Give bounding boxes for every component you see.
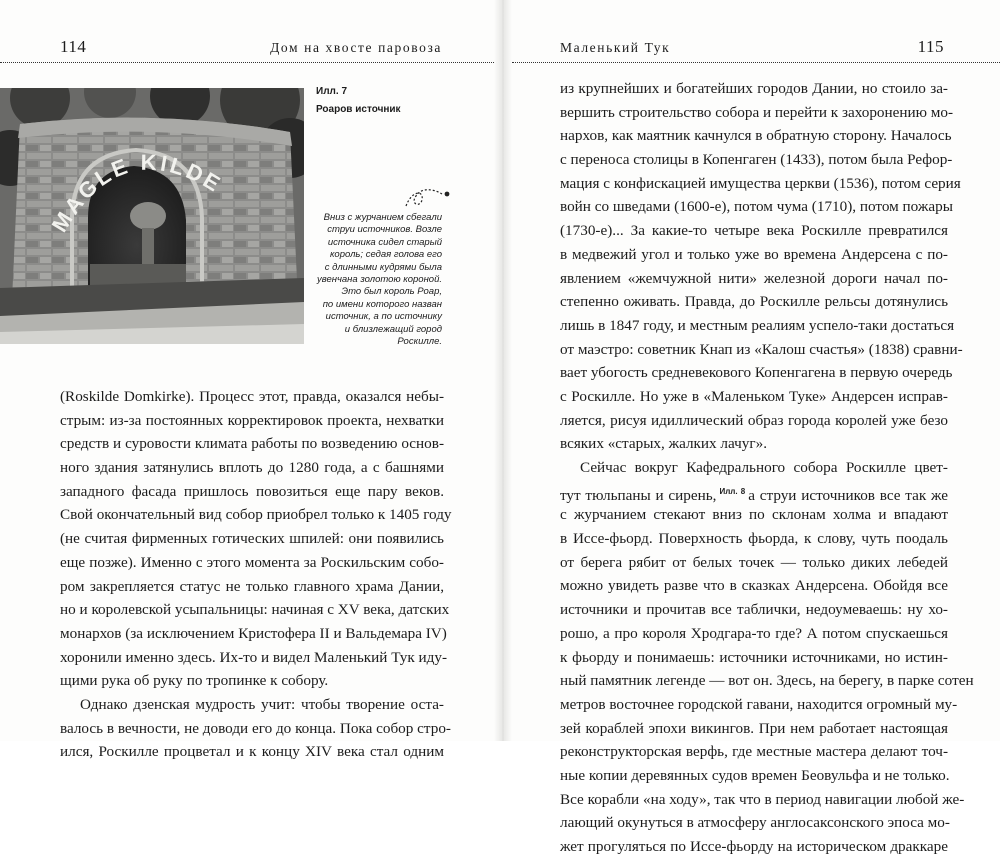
text-line: ный памятник легенде — вот он. Здесь, на берегу, в парке сотен — [560, 672, 974, 690]
book-gutter — [494, 0, 512, 741]
text-line: стрым: из-за постоянных корректировок проекта, нехватки — [60, 411, 444, 429]
text-line: (Roskilde Domkirke). Процесс этот, правда, оказался небы- — [60, 388, 444, 405]
text-line-with-ref — [560, 480, 948, 504]
text-line: от берега рябит от белых точек — только диких лебедей — [560, 553, 948, 571]
page-number-right: 115 — [917, 37, 944, 56]
text-line: но и королевской усыпальницы: начиная с XV века, датских — [60, 601, 450, 619]
running-title-right: Маленький Тук — [560, 40, 671, 55]
text-line: мация с конфискацией имущества церкви (1536), потом серия — [560, 174, 961, 192]
right-body-text — [560, 77, 974, 859]
text-line: средств и суровости климата работы по возведению основ- — [60, 435, 444, 453]
text-line: еще позже). Именно с этого момента за Роскильским собо- — [60, 553, 444, 571]
text-line: (не считая фирменных готических шпилей: они появились — [60, 530, 444, 548]
figure-caption: Вниз с журчанием сбегали струи источников. Возле источника сидел старый король; седая голова его с длинными кудрями была увенчана золотою короной. Это был король Роар, по имени которого назван источник, а по источнику и близлежащий город Роскилле. — [316, 212, 442, 348]
fountain-photo — [0, 88, 304, 344]
text-line: войн со шведами (1600-е), потом чума (1710), потом пожары — [560, 198, 953, 216]
text-line: Свой окончательный вид собор приобрел только к 1405 году — [60, 506, 452, 524]
magle-kilde-fountain-image — [0, 88, 304, 344]
header-dotted-rule-right — [512, 62, 1000, 63]
text-line: реконструкторская верфь, где местные мастера делают точ- — [560, 743, 948, 761]
text-line: валось в вечности, не доводи его до конца. Пока собор стро- — [60, 719, 451, 737]
left-running-head — [60, 37, 442, 59]
text-line: вершить строительство собора и перейти к захоронению мо- — [560, 103, 954, 121]
text-line: к фьорду и понимаешь: источники источниками, но истин- — [560, 648, 948, 666]
text-line: с журчанием стекают вниз по склонам холма и впадают — [560, 506, 948, 524]
text-line: всяких «старых, жалких лачуг». — [560, 435, 767, 453]
text-line: щими рука об руку по тропинке к собору. — [60, 672, 329, 690]
figure-ref-marker[interactable]: Илл. 8 — [719, 486, 746, 496]
swirl-ornament-icon — [402, 176, 452, 216]
text-line: источники и прочитав все таблички, недоумеваешь: ну хо- — [560, 601, 948, 619]
page-number-left: 114 — [60, 37, 87, 56]
left-page — [0, 0, 494, 761]
text-line: монархов (за исключением Кристофера II и Вальдемара IV) — [60, 624, 447, 642]
text-line: зей кораблей эпохи викингов. При нем работает настоящая — [560, 719, 948, 737]
right-page — [512, 0, 1000, 855]
text-line: жет прогуляться по Иссе-фьорду на историческом драккаре — [560, 838, 948, 855]
text-line: нархов, как маятник качнулся в обратную сторону. Началось — [560, 127, 952, 145]
text-line: вает убогость средневекового Копенгагена в первую очередь — [560, 364, 953, 382]
text-line: Все корабли «на ходу», так что в период навигации любой же- — [560, 790, 965, 808]
text-line: Однако дзенская мудрость учит: чтобы творение оста- — [80, 695, 444, 713]
text-line: с Роскилле. Но уже в «Маленьком Туке» Андерсен исправ- — [560, 387, 948, 405]
left-body-text — [60, 385, 452, 764]
text-line: хоронили именно здесь. Их-то и видел Маленький Тук иду- — [60, 648, 448, 666]
text-line: ился, Роскилле процветал и к концу XIV века стал одним — [60, 743, 444, 761]
text-line: рошо, а про короля Хродгара-то где? А потом спускаешься — [560, 624, 948, 642]
figure-title: Роаров источник — [316, 104, 401, 115]
running-title-left: Дом на хвосте паровоза — [270, 40, 442, 55]
text-line: степенно оживать. Правда, до Роскилле рельсы дотянулись — [560, 293, 948, 311]
text-line: явлением «жемчужной нити» железной дороги начал по- — [560, 269, 948, 287]
text-line: ром закрепляется статус не только главного храма Дании, — [60, 577, 444, 595]
text-line: (1730-е)... За какие-то четыре века Роскилле превратился — [560, 222, 948, 240]
text-line: можно увидеть разве что в сказках Андерсена. Обойдя все — [560, 577, 948, 595]
text-line: западного фасада пришлось повозиться еще пару веков. — [60, 482, 444, 500]
figure-label: Илл. 7 — [316, 86, 348, 97]
text-line: из крупнейших и богатейших городов Дании, но стоило за- — [560, 80, 948, 97]
text-line: с переноса столицы в Копенгаген (1433), потом была Рефор- — [560, 151, 953, 169]
text-line: в медвежий угол и только уже во времена Андерсена с по- — [560, 245, 948, 263]
text-line: в Иссе-фьорд. Поверхность фьорда, к слову, чуть поодаль — [560, 530, 948, 548]
text-line: лишь в 1847 году, и местным реалиям успело-таки достаться — [560, 316, 955, 334]
text-line: ляется, рисуя идиллический образ города королей уже безо — [560, 411, 948, 429]
text-line: Сейчас вокруг Кафедрального собора Роскилле цвет- — [580, 459, 948, 476]
header-dotted-rule-left — [0, 62, 494, 63]
magle-kilde-sign: MAGLE KILDE — [46, 149, 227, 237]
text-line: ного здания затянулись вплоть до 1280 года, а с башнями — [60, 459, 444, 477]
text-line: от маэстро: советник Кнап из «Калош счастья» (1838) сравни- — [560, 340, 963, 358]
text-line: лающий окунуться в атмосферу англосаксонского эпоса мо- — [560, 814, 950, 832]
text-line: ные копии деревянных судов времен Беовульфа и не только. — [560, 766, 950, 784]
text-fragment: а струи источников все так же — [748, 486, 948, 504]
text-fragment: тут тюльпаны и сирень, — [560, 486, 717, 504]
right-running-head — [560, 37, 944, 59]
text-line: метров восточнее городской гавани, находится огромный му- — [560, 695, 958, 713]
